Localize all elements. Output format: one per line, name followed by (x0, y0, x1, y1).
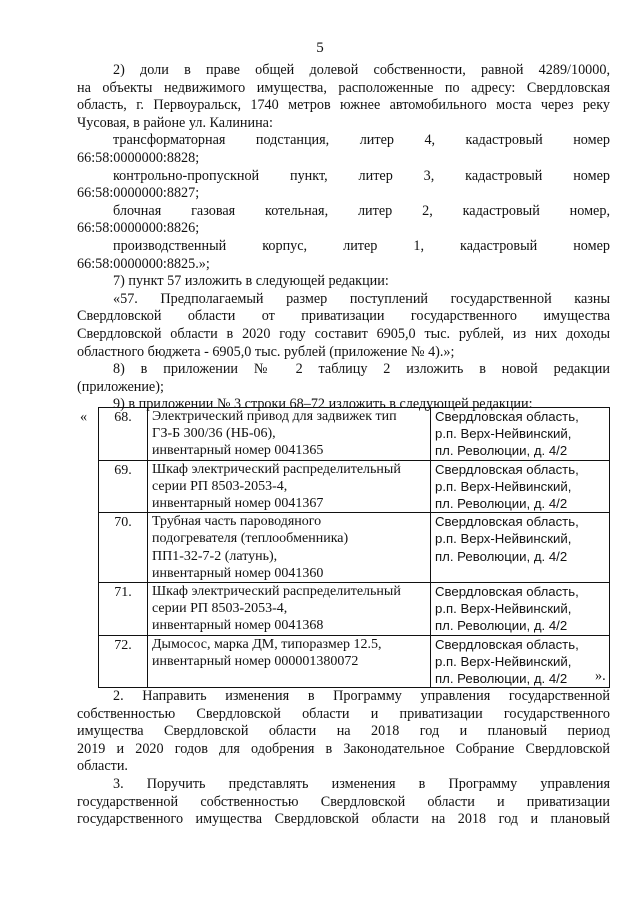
item-name-cell (148, 460, 431, 513)
page-number: 5 (316, 40, 324, 56)
table-row (99, 408, 610, 461)
table-row (99, 583, 610, 636)
text-line: 66:58:0000000:8828; (77, 149, 200, 166)
address-line: Свердловская область, (435, 584, 579, 600)
item-name-line: серии РП 8503-2053-4, (152, 478, 288, 494)
text-line: 8) в приложении № 2 таблицу 2 изложить в новой редакции (113, 361, 610, 378)
top-text-block (77, 62, 610, 414)
text-line: область, г. Первоуральск, 1740 метров южнее автомобильного моста через реку (77, 97, 610, 114)
item-name-cell (148, 583, 431, 636)
address-cell (431, 583, 610, 636)
item-name-cell (148, 635, 431, 688)
text-line: государственной собственностью Свердловской области и приватизации (77, 793, 610, 810)
text-line: производственный корпус, литер 1, кадастровый номер (113, 237, 610, 254)
property-table-wrapper (60, 407, 626, 685)
row-number: 71. (99, 583, 148, 636)
address-line: р.п. Верх-Нейвинский, (435, 426, 572, 442)
text-line: 2. Направить изменения в Программу управления государственной (113, 688, 610, 704)
text-line: (приложение); (77, 378, 164, 395)
row-number: 70. (99, 513, 148, 583)
address-line: пл. Революции, д. 4/2 (435, 618, 568, 634)
text-line: Свердловской области в 2020 году составит 6905,0 тыс. рублей, из них доходы (77, 325, 610, 342)
address-line: Свердловская область, (435, 461, 579, 477)
address-cell (431, 635, 610, 688)
table-close-quote: ». (595, 668, 606, 684)
item-name-line: Электрический привод для задвижек тип (152, 409, 397, 424)
item-name-cell (148, 408, 431, 461)
item-name-line: подогревателя (теплообменника) (152, 531, 349, 547)
address-line: пл. Революции, д. 4/2 (435, 671, 568, 687)
address-line: р.п. Верх-Нейвинский, (435, 601, 572, 617)
table-open-quote: « (80, 409, 88, 425)
text-line: контрольно-пропускной пункт, литер 3, кадастровый номер (113, 167, 610, 184)
text-line: блочная газовая котельная, литер 2, кадастровый номер, (113, 202, 610, 219)
item-name-line: Дымосос, марка ДМ, типоразмер 12.5, (152, 636, 382, 652)
address-cell (431, 408, 610, 461)
address-line: р.п. Верх-Нейвинский, (435, 653, 572, 669)
property-table (98, 407, 610, 688)
address-cell (431, 513, 610, 583)
text-line: Чусовая, в районе ул. Калинина: (77, 114, 273, 131)
item-name-line: инвентарный номер 0041368 (152, 618, 324, 634)
item-name-cell (148, 513, 431, 583)
text-line: 7) пункт 57 изложить в следующей редакции: (113, 273, 389, 290)
text-line: 66:58:0000000:8825.»; (77, 255, 210, 272)
text-line: 9) в приложении № 3 строки 68–72 изложить в следующей редакции: (113, 396, 533, 413)
item-name-line: ПП1-32-7-2 (латунь), (152, 548, 278, 564)
address-line: пл. Революции, д. 4/2 (435, 443, 568, 459)
text-line: государственного имущества Свердловской области на 2018 год и плановый (77, 811, 610, 828)
address-line: пл. Революции, д. 4/2 (435, 548, 568, 564)
text-line: на объекты недвижимого имущества, расположенные по адресу: Свердловская (77, 79, 610, 96)
bottom-text-block (77, 688, 610, 829)
item-name-line: инвентарный номер 0041360 (152, 565, 324, 581)
text-line: Свердловской области от приватизации государственного имущества (77, 308, 610, 325)
address-line: р.п. Верх-Нейвинский, (435, 531, 572, 547)
text-line: 3. Поручить представлять изменения в Программу управления (113, 775, 610, 792)
address-cell (431, 460, 610, 513)
text-line: собственностью Свердловской области и приватизации государственного (77, 705, 610, 722)
item-name-line: Шкаф электрический распределительный (152, 584, 401, 600)
text-line: имущества Свердловской области на 2018 год и плановый период (77, 723, 610, 740)
text-line: 2019 и 2020 годов для одобрения в Законодательное Собрание Свердловской (77, 740, 610, 757)
item-name-line: Шкаф электрический распределительный (152, 461, 401, 477)
text-line: 2) доли в праве общей долевой собственности, равной 4289/10000, (113, 62, 610, 78)
item-name-line: Трубная часть пароводяного (152, 514, 322, 530)
item-name-line: ГЗ-Б 300/36 (НБ-06), (152, 426, 276, 442)
address-line: р.п. Верх-Нейвинский, (435, 478, 572, 494)
row-number: 72. (99, 635, 148, 688)
item-name-line: инвентарный номер 0041365 (152, 443, 324, 459)
text-line: «57. Предполагаемый размер поступлений государственной казны (113, 290, 610, 307)
table-row (99, 460, 610, 513)
table-row (99, 513, 610, 583)
text-line: трансформаторная подстанция, литер 4, кадастровый номер (113, 132, 610, 149)
text-line: области. (77, 758, 128, 775)
row-number: 68. (99, 408, 148, 461)
item-name-line: инвентарный номер 0041367 (152, 496, 324, 512)
text-line: 66:58:0000000:8826; (77, 220, 200, 237)
item-name-line: серии РП 8503-2053-4, (152, 601, 288, 617)
address-line: Свердловская область, (435, 636, 579, 652)
row-number: 69. (99, 460, 148, 513)
item-name-line: инвентарный номер 000001380072 (152, 653, 359, 669)
address-line: Свердловская область, (435, 409, 579, 424)
text-line: 66:58:0000000:8827; (77, 185, 200, 202)
text-line: областного бюджета - 6905,0 тыс. рублей (приложение № 4).»; (77, 343, 455, 360)
address-line: Свердловская область, (435, 514, 579, 530)
table-row (99, 635, 610, 688)
address-line: пл. Революции, д. 4/2 (435, 496, 568, 512)
